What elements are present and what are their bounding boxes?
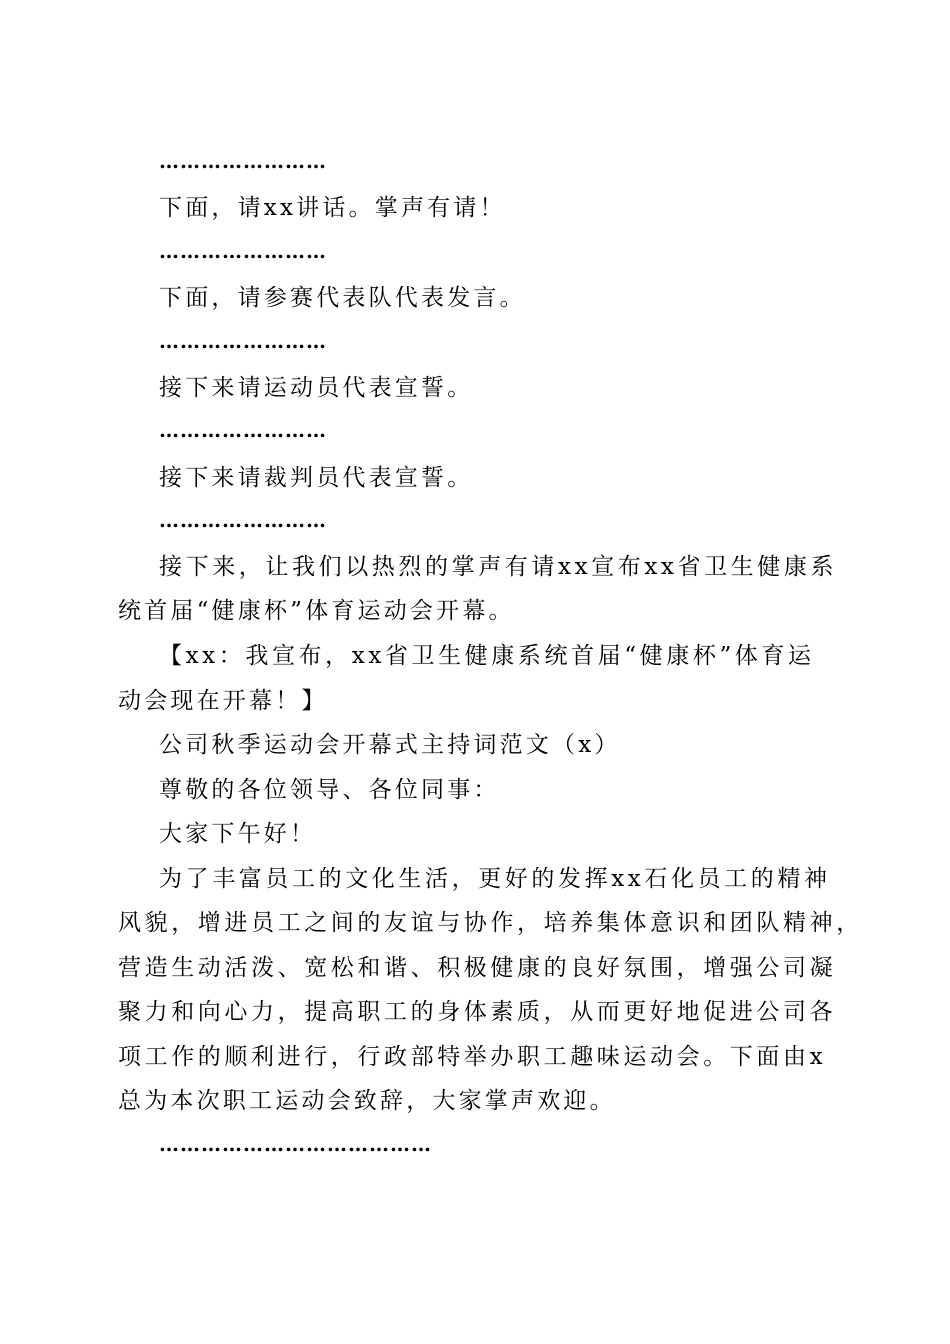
paragraph-line: 【xx：我宣布，xx省卫生健康系统首届“健康杯”体育运 xyxy=(159,643,815,669)
ellipsis-separator: …………………… xyxy=(159,508,327,532)
paragraph-line: 接下来，让我们以热烈的掌声有请xx宣布xx省卫生健康系 xyxy=(159,554,838,580)
paragraph-line: 聚力和向心力，提高职工的身体素质，从而更好地促进公司各 xyxy=(118,999,837,1025)
ellipsis-separator: …………………… xyxy=(159,329,327,353)
paragraph-line: 大家下午好！ xyxy=(159,821,317,847)
paragraph-line: 尊敬的各位领导、各位同事： xyxy=(159,777,500,803)
ellipsis-separator: ………………………………… xyxy=(159,1132,432,1156)
paragraph-line: 风貌，增进员工之间的友谊与协作，培养集体意识和团队精神， xyxy=(118,910,863,936)
paragraph-line: 总为本次职工运动会致辞，大家掌声欢迎。 xyxy=(118,1088,616,1114)
paragraph-line: 项工作的顺利进行，行政部特举办职工趣味运动会。下面由x xyxy=(118,1044,827,1070)
paragraph-line: 动会现在开幕！】 xyxy=(118,688,328,714)
ellipsis-separator: …………………… xyxy=(159,418,327,442)
paragraph-line: 统首届“健康杯”体育运动会开幕。 xyxy=(118,598,515,624)
paragraph-line: 接下来请裁判员代表宣誓。 xyxy=(159,465,474,491)
paragraph-line: 公司秋季运动会开幕式主持词范文（x） xyxy=(159,732,621,758)
paragraph-line: 下面，请xx讲话。掌声有请！ xyxy=(159,195,506,221)
paragraph-line: 为了丰富员工的文化生活，更好的发挥xx石化员工的精神 xyxy=(159,866,831,892)
paragraph-line: 接下来请运动员代表宣誓。 xyxy=(159,375,474,401)
paragraph-line: 下面，请参赛代表队代表发言。 xyxy=(159,285,526,311)
ellipsis-separator: …………………… xyxy=(159,149,327,173)
ellipsis-separator: …………………… xyxy=(159,239,327,263)
paragraph-line: 营造生动活泼、宽松和谐、积极健康的良好氛围，增强公司凝 xyxy=(118,955,837,981)
